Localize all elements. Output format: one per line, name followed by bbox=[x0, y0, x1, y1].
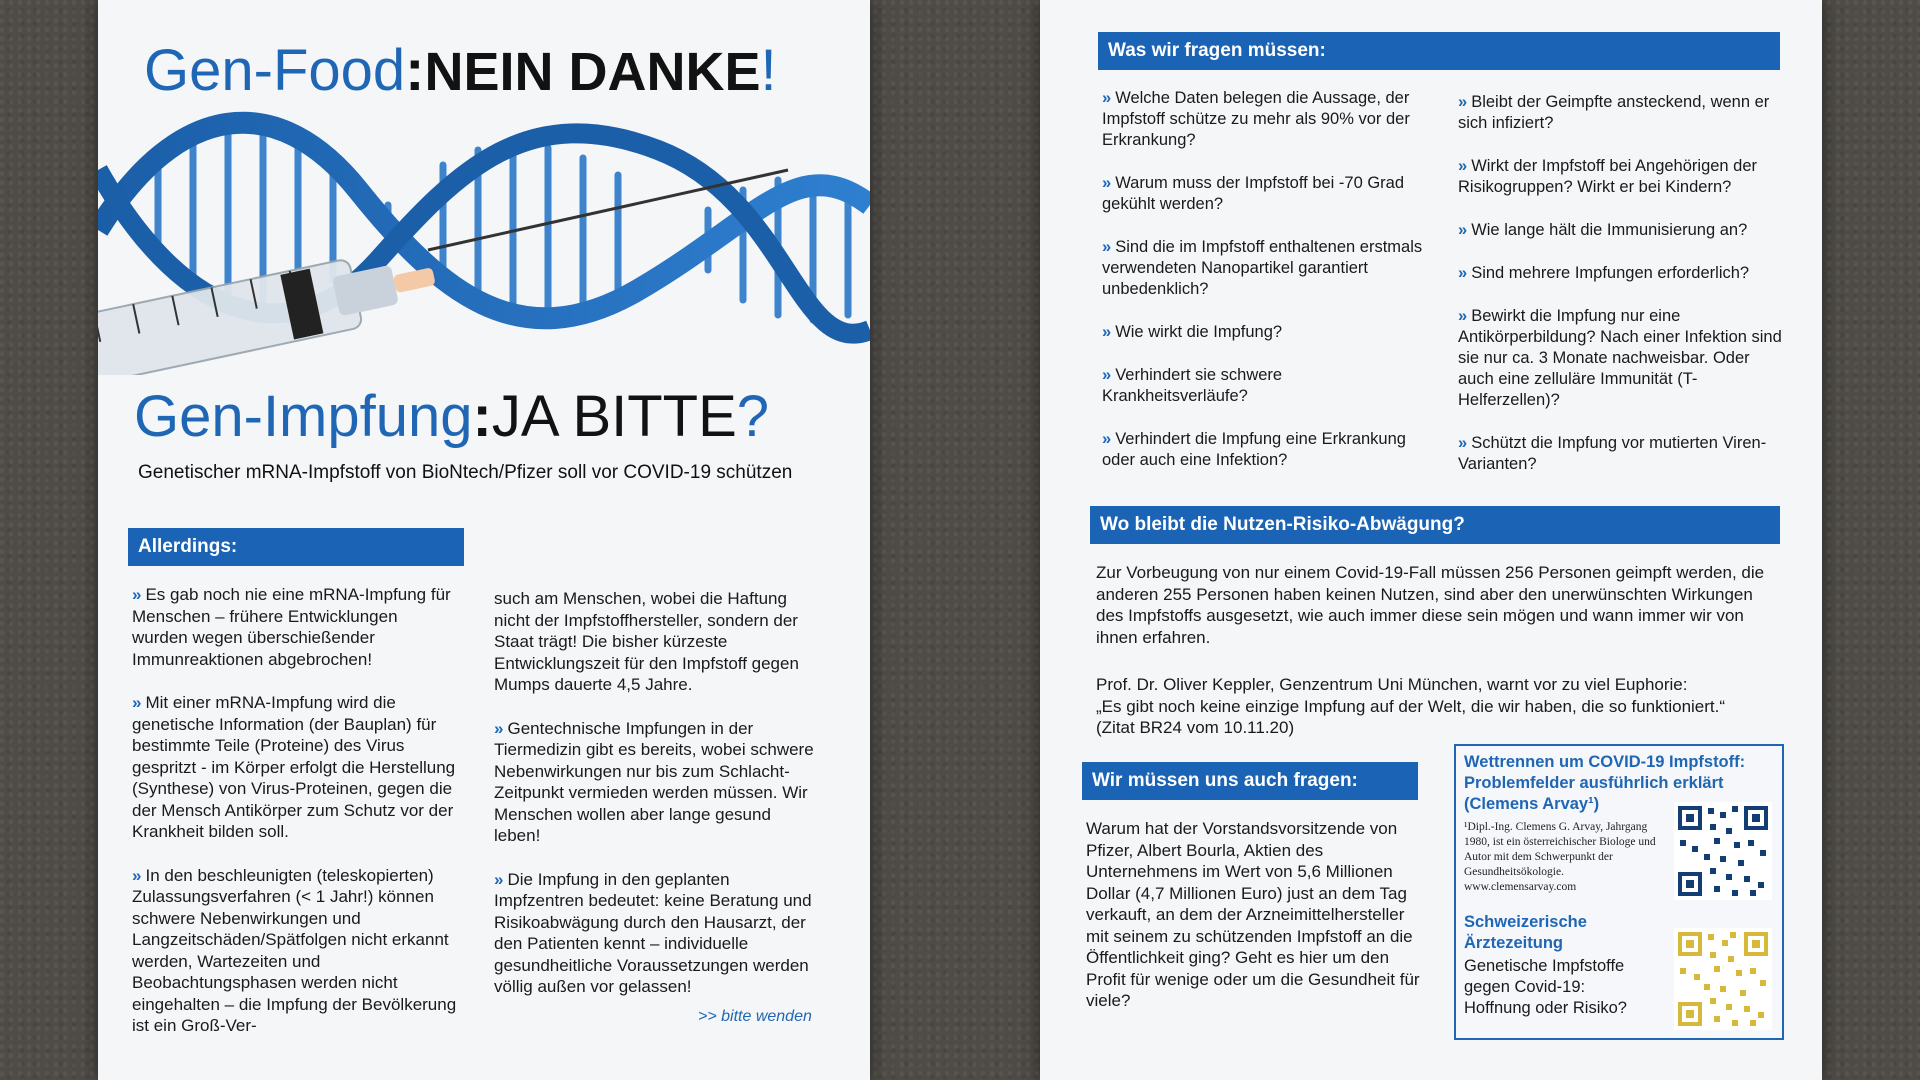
headline-blue-part: Gen-Food bbox=[144, 38, 406, 103]
section-bar-ask: Wir müssen uns auch fragen: bbox=[1082, 762, 1418, 800]
section-bar-allerdings: Allerdings: bbox=[128, 528, 464, 566]
question-item: » Bewirkt die Impfung nur eine Antikörperbildung? Nach einer Infektion sind sie nur ca. 3 Monate nachweisbar. Oder auch eine zelluläre Immunität (T-Helferzellen)? bbox=[1458, 307, 1782, 409]
headline-dark-part: JA BITTE bbox=[491, 384, 737, 449]
quote-text: „Es gibt noch keine einzige Impfung auf der Welt, die wir haben, die so funktioniert.“ bbox=[1096, 696, 1726, 716]
column-right bbox=[494, 588, 816, 1020]
list-item: » Mit einer mRNA-Impfung wird die genetische Information (der Bauplan) für bestimmte Teile (Proteine) des Virus gespritzt - im Körper erfolgt die Herstellung (Synthese) von Virus-Proteinen, gegen die der Mensch Antikörper zum Schutz vor der Krankheit bilden soll. bbox=[132, 693, 456, 841]
question-item: » Sind die im Impfstoff enthaltenen erstmals verwendeten Nanopartikel garantiert unbedenklich? bbox=[1102, 238, 1423, 298]
box-article: Genetische Impfstoffe gegen Covid-19: Hoffnung oder Risiko? bbox=[1464, 957, 1627, 1017]
chevron-icon: » bbox=[1458, 264, 1468, 282]
list-item-continuation: such am Menschen, wobei die Haftung nicht der Impfstoffhersteller, sondern der Staat trägt! Die bisher kürzeste Entwicklungszeit für den Impfstoff gegen Mumps dauerte 4,5 Jahre. bbox=[494, 589, 799, 694]
dna-syringe-illustration bbox=[98, 110, 870, 375]
chevron-icon: » bbox=[1102, 323, 1112, 341]
flyer-front bbox=[98, 0, 870, 1080]
headline-gen-food bbox=[144, 38, 777, 103]
chevron-icon: » bbox=[132, 693, 142, 712]
chevron-icon: » bbox=[1102, 430, 1112, 448]
turn-over-note: >> bitte wenden bbox=[698, 1008, 812, 1025]
chevron-icon: » bbox=[1458, 434, 1468, 452]
chevron-icon: » bbox=[1458, 157, 1468, 175]
headline-question: ? bbox=[736, 384, 770, 449]
question-item: » Bleibt der Geimpfte ansteckend, wenn er sich infiziert? bbox=[1458, 93, 1770, 132]
chevron-icon: » bbox=[1458, 93, 1468, 111]
list-item: » Die Impfung in den geplanten Impfzentren bedeutet: keine Beratung und Risikoabwägung durch den Hausarzt, der den Patienten kennt – individuelle gesundheitliche Voraussetzungen werden völlig außen vor gelassen! bbox=[494, 869, 812, 996]
ask-text: Warum hat der Vorstandsvorsitzende von Pfizer, Albert Bourla, Aktien des Unternehmens im Wert von 5,6 Millionen Dollar (4,7 Millionen Euro) just an dem Tag verkauft, an dem der Arzneimittelhersteller mit seinem zu schützenden Impfstoff an die Öffentlichkeit ging? Geht es hier um den Profit für wenige oder um die Gesundheit für viele? bbox=[1086, 819, 1420, 1010]
question-item: » Warum muss der Impfstoff bei -70 Grad gekühlt werden? bbox=[1102, 174, 1405, 213]
chevron-icon: » bbox=[494, 718, 504, 738]
questions-column-left bbox=[1102, 88, 1432, 493]
qr-code-icon[interactable] bbox=[1674, 802, 1772, 900]
flyer-back bbox=[1040, 0, 1822, 1080]
headline-colon: : bbox=[472, 384, 492, 449]
list-item: » Gentechnische Impfungen in der Tiermedizin gibt es bereits, wobei schwere Nebenwirkungen nur bis zum Schlacht-Zeitpunkt vermieden werden müssen. Wir Menschen wollen aber lange gesund leben! bbox=[494, 718, 814, 845]
list-item: » In den beschleunigten (teleskopierten) Zulassungsverfahren (< 1 Jahr!) können schwere Nebenwirkungen und Langzeitschäden/Spätfolgen nicht erkannt werden, Wartezeiten und Beobachtungsphasen werden nicht eingehalten – die Impfung der Bevölkerung ist ein Groß-Ver- bbox=[132, 865, 457, 1035]
list-item: » Es gab noch nie eine mRNA-Impfung für Menschen – frühere Entwicklungen wurden wegen überschießender Immunreaktionen abgebrochen! bbox=[132, 585, 451, 669]
box-source: Schweizerische Ärztezeitung bbox=[1464, 913, 1587, 952]
quote-block bbox=[1096, 674, 1776, 739]
chevron-icon: » bbox=[1102, 89, 1112, 107]
box-title: Wettrennen um COVID-19 Impfstoff: Problemfelder ausführlich erklärt (Clemens Arvay¹) bbox=[1464, 753, 1746, 813]
section-bar-risk: Wo bleibt die Nutzen-Risiko-Abwägung? bbox=[1090, 506, 1780, 544]
chevron-icon: » bbox=[1458, 307, 1468, 325]
chevron-icon: » bbox=[132, 585, 142, 604]
question-item: » Welche Daten belegen die Aussage, der Impfstoff schütze zu mehr als 90% vor der Erkrankung? bbox=[1102, 89, 1410, 149]
questions-column-right bbox=[1458, 92, 1788, 497]
box-note: ¹Dipl.-Ing. Clemens G. Arvay, Jahrgang 1980, ist ein österreichischer Biologe und Autor mit dem Schwerpunkt der Gesundheitsökologie. www.clemensarvay.com bbox=[1464, 821, 1656, 893]
question-item: » Wie wirkt die Impfung? bbox=[1102, 323, 1283, 341]
question-item: » Verhindert die Impfung eine Erkrankung oder auch eine Infektion? bbox=[1102, 430, 1406, 469]
question-item: » Wie lange hält die Immunisierung an? bbox=[1458, 221, 1748, 239]
chevron-icon: » bbox=[1102, 174, 1112, 192]
info-box bbox=[1454, 744, 1784, 1040]
chevron-icon: » bbox=[1102, 366, 1112, 384]
chevron-icon: » bbox=[132, 865, 142, 885]
headline-gen-impfung bbox=[134, 384, 770, 449]
chevron-icon: » bbox=[1458, 221, 1468, 239]
headline-colon: : bbox=[405, 38, 425, 103]
column-left bbox=[132, 584, 458, 1059]
section-bar-questions: Was wir fragen müssen: bbox=[1098, 32, 1780, 70]
chevron-icon: » bbox=[1102, 238, 1112, 256]
qr-code-icon[interactable] bbox=[1674, 928, 1772, 1030]
quote-source: (Zitat BR24 vom 10.11.20) bbox=[1096, 718, 1295, 737]
question-item: » Sind mehrere Impfungen erforderlich? bbox=[1458, 264, 1750, 282]
headline-dark-part: NEIN DANKE bbox=[424, 42, 761, 102]
question-item: » Wirkt der Impfstoff bei Angehörigen der Risikogruppen? Wirkt er bei Kindern? bbox=[1458, 157, 1758, 196]
risk-text: Zur Vorbeugung von nur einem Covid-19-Fall müssen 256 Personen geimpft werden, die anderen 255 Personen haben keinen Nutzen, sind aber den unerwünschten Wirkungen des Impfstoffs ausgesetzt, wie auch immer diese sein mögen und wann immer wir von ihnen erfahren. bbox=[1096, 563, 1765, 647]
question-item: » Schützt die Impfung vor mutierten Viren-Varianten? bbox=[1458, 434, 1767, 473]
dna-helix-graphic bbox=[98, 110, 870, 375]
quote-intro: Prof. Dr. Oliver Keppler, Genzentrum Uni München, warnt vor zu viel Euphorie: bbox=[1096, 675, 1688, 694]
question-item: » Verhindert sie schwere Krankheitsverläufe? bbox=[1102, 366, 1283, 405]
headline-blue-part: Gen-Impfung bbox=[134, 384, 473, 449]
chevron-icon: » bbox=[494, 869, 504, 889]
headline-bang: ! bbox=[760, 38, 777, 103]
subtitle: Genetischer mRNA-Impfstoff von BioNtech/Pfizer soll vor COVID-19 schützen bbox=[138, 462, 793, 483]
